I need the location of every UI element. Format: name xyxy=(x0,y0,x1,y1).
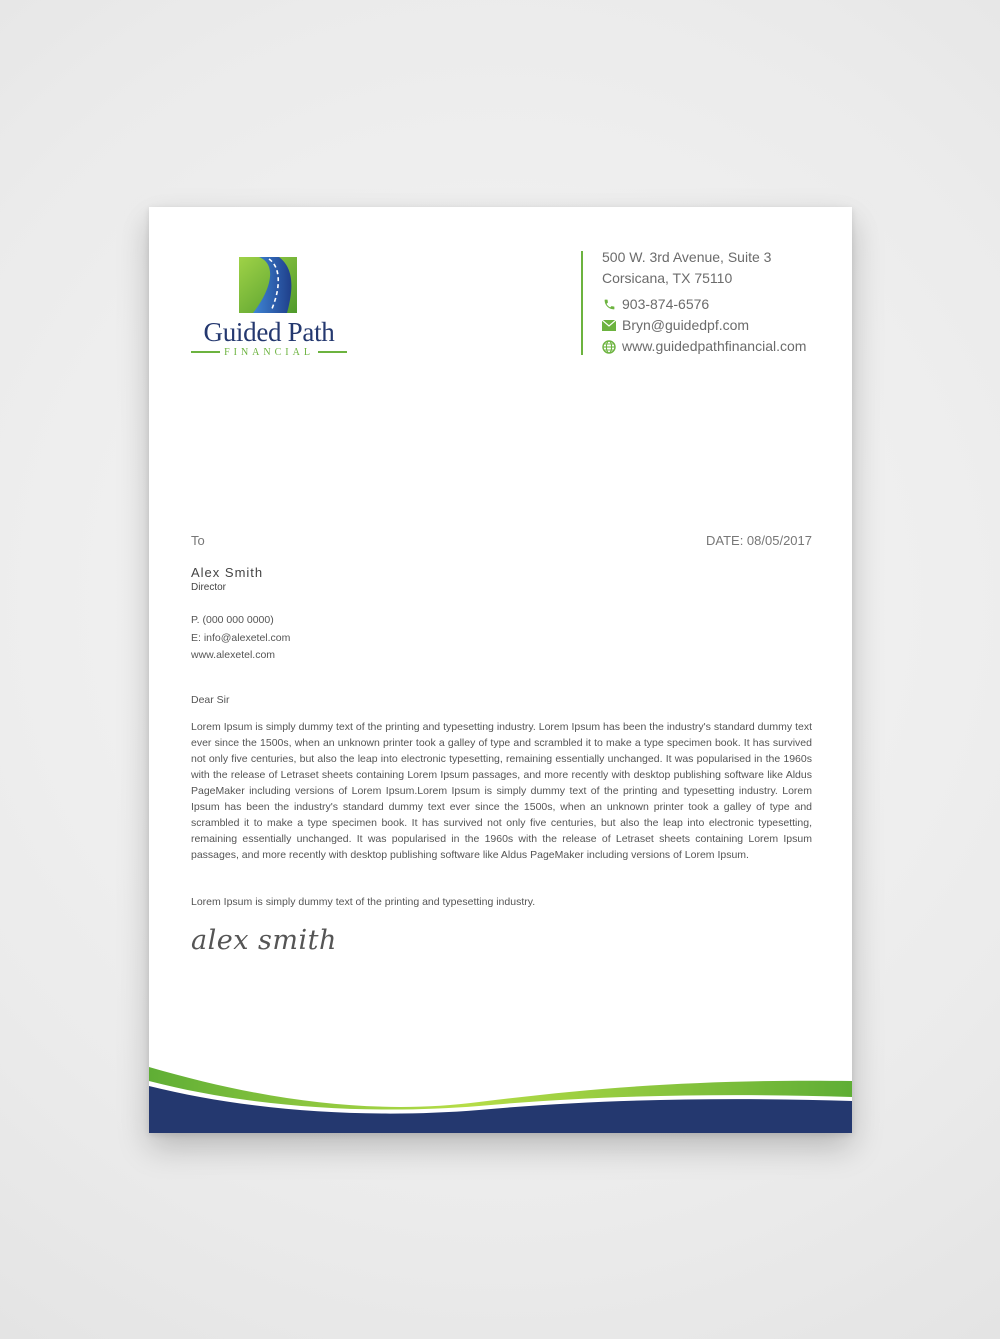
address-line-1: 500 W. 3rd Avenue, Suite 3 xyxy=(602,249,772,265)
recipient-phone: P. (000 000 0000) xyxy=(191,614,274,626)
website-row xyxy=(602,336,806,357)
envelope-icon xyxy=(602,319,616,333)
letter-date: DATE: 08/05/2017 xyxy=(706,533,812,548)
recipient-contact xyxy=(191,612,290,665)
contact-block xyxy=(602,247,806,357)
recipient-title: Director xyxy=(191,582,227,593)
email-text[interactable]: Bryn@guidedpf.com xyxy=(622,317,750,333)
phone-icon xyxy=(602,298,616,312)
website-text[interactable]: www.guidedpathfinancial.com xyxy=(622,338,807,354)
to-label: To xyxy=(191,533,205,548)
globe-icon xyxy=(602,340,616,354)
signature: alex smith xyxy=(191,925,337,956)
tagline-rule-right xyxy=(318,351,347,353)
company-logo xyxy=(189,255,349,360)
footer-wave xyxy=(149,1057,852,1133)
tagline-text: FINANCIAL xyxy=(224,346,314,358)
address-line-2: Corsicana, TX 75110 xyxy=(602,270,733,286)
company-tagline xyxy=(191,345,347,359)
email-row xyxy=(602,315,806,336)
recipient-name: Alex Smith xyxy=(191,565,264,580)
recipient-website[interactable]: www.alexetel.com xyxy=(191,649,276,661)
tagline-rule-left xyxy=(191,351,220,353)
salutation: Dear Sir xyxy=(191,694,230,706)
recipient-email[interactable]: E: info@alexetel.com xyxy=(191,631,291,644)
company-name: Guided Path xyxy=(203,317,335,347)
closing-line: Lorem Ipsum is simply dummy text of the printing and typesetting industry. xyxy=(191,896,536,908)
contact-divider xyxy=(581,251,583,355)
phone-row xyxy=(602,294,806,315)
road-logo-icon xyxy=(239,255,299,315)
phone-text: 903-874-6576 xyxy=(622,296,710,312)
letter-body: Lorem Ipsum is simply dummy text of the printing and typesetting industry. Lorem Ipsum has been the industry's standard dummy text ever since the 1500s, when an unknown printer took a galley of type and scrambled it to make a type specimen book. It has survived not only five centuries, but also the leap into electronic typesetting, remaining essentially unchanged. It was popularised in the 1960s with the release of Letraset sheets containing Lorem Ipsum passages, and more recently with desktop publishing software like Aldus PageMaker including versions of Lorem Ipsum.Lorem Ipsum is simply dummy text of the printing and typesetting industry. Lorem Ipsum has been the industry's standard dummy text ever since the 1500s, when an unknown printer took a galley of type and scrambled it to make a type specimen book. It has survived not only five centuries, but also the leap into electronic typesetting, remaining essentially unchanged. It was popularised in the 1960s with the release of Letraset sheets containing Lorem Ipsum passages, and more recently with desktop publishing software like Aldus PageMaker including versions of Lorem Ipsum. xyxy=(191,721,812,861)
letterhead-sheet xyxy=(149,207,852,1133)
